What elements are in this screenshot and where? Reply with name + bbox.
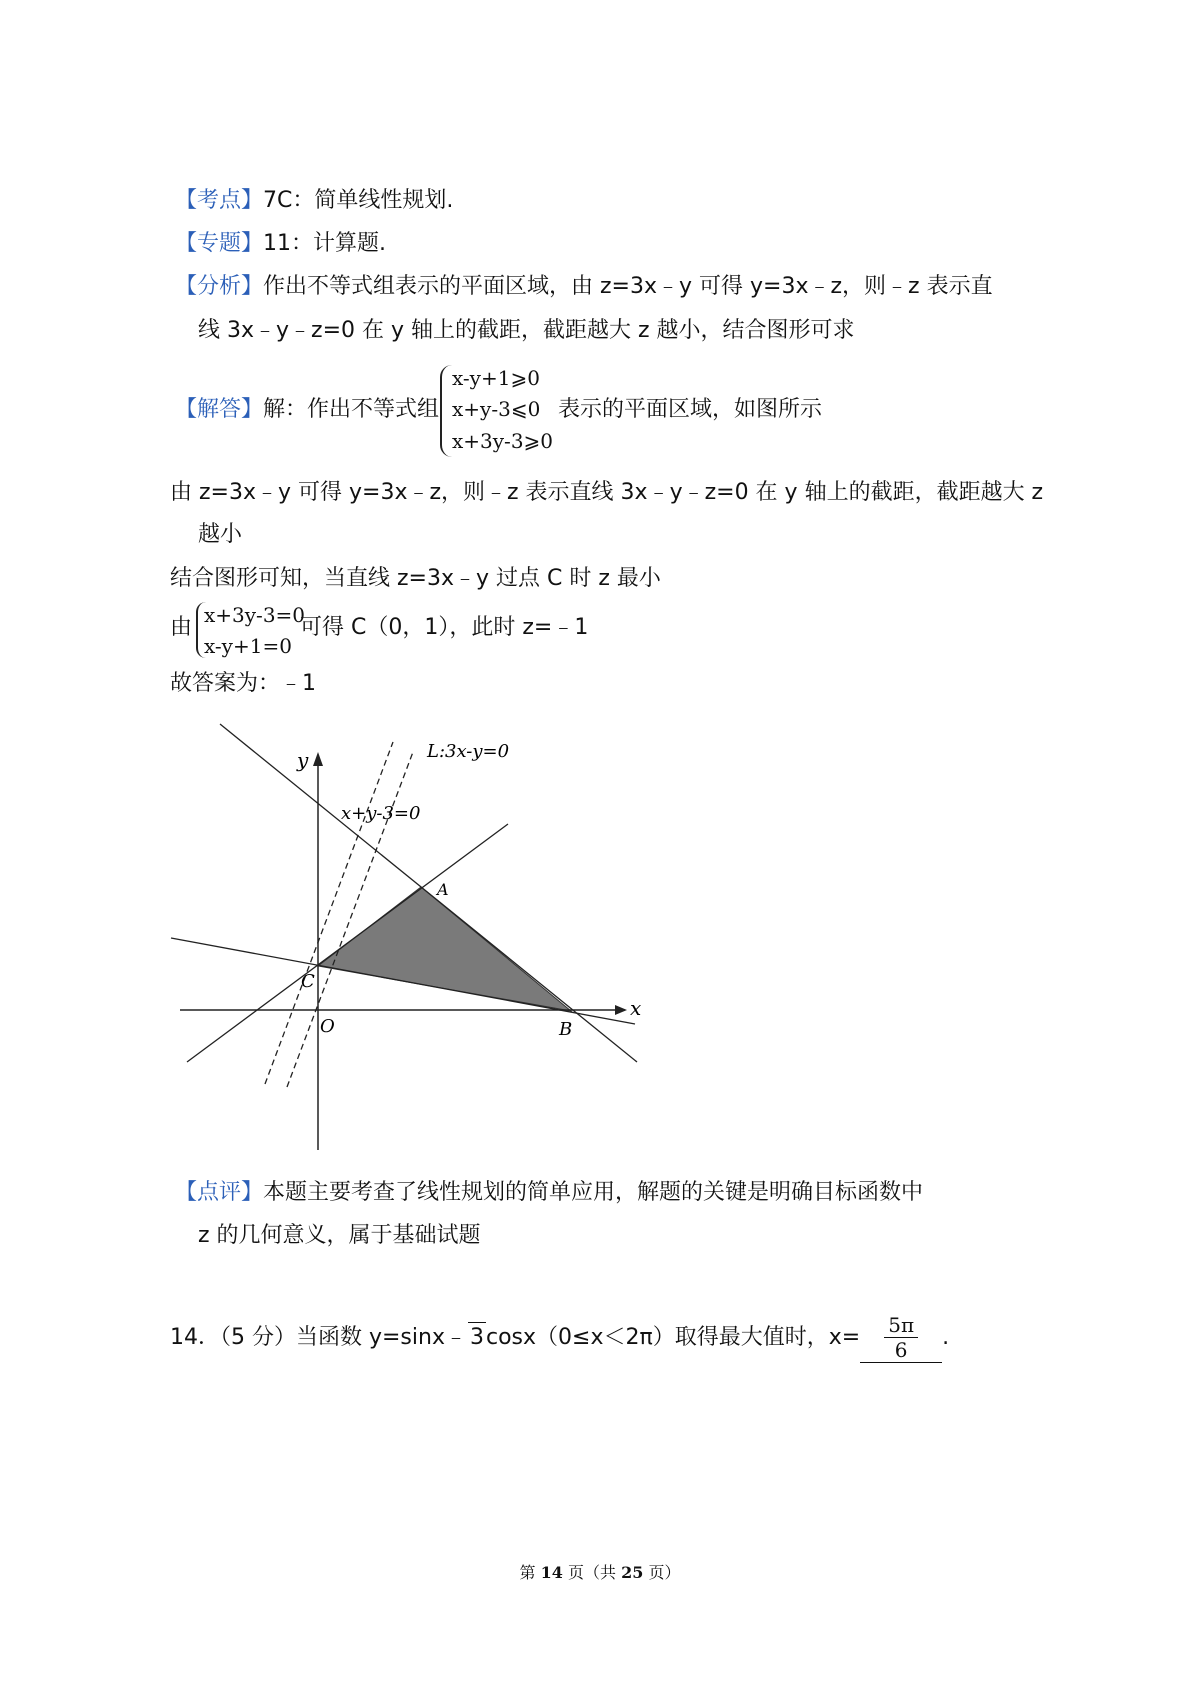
body-line-2: 越小 [198, 522, 243, 547]
kaodian-text: 7C：简单线性规划. [263, 188, 454, 213]
fenxi-tag: 【分析】 [175, 274, 264, 299]
footer-pre: 第 [519, 1563, 536, 1582]
label-B: B [559, 1019, 573, 1040]
jieda-ineq-1: x-y+1⩾0 [452, 366, 540, 390]
label-x: x [630, 996, 642, 1020]
answer-fraction [884, 1313, 918, 1362]
sqrt-arg: 3 [469, 1325, 484, 1350]
jieda-tag: 【解答】 [175, 397, 264, 422]
footer-total-pages: 25 [621, 1563, 644, 1582]
kaodian-line [175, 186, 453, 216]
zhuanti-text: 11：计算题. [263, 231, 387, 256]
footer-mid: 页（共 [567, 1563, 616, 1582]
answer-numerator: 5π [884, 1313, 918, 1338]
fenxi-text-1: 作出不等式组表示的平面区域，由 z=3x﹣y 可得 y=3x﹣z，则﹣z 表示直 [263, 274, 993, 299]
dianping-line-2: z 的几何意义，属于基础试题 [198, 1223, 481, 1248]
page-footer [0, 1560, 1200, 1583]
body-line-3: 结合图形可知，当直线 z=3x﹣y 过点 C 时 z 最小 [170, 566, 661, 591]
jieda-suffix: 表示的平面区域，如图所示 [558, 397, 823, 422]
jieda-line [175, 395, 439, 425]
fenxi-line-1 [175, 272, 993, 302]
answer-denominator: 6 [894, 1338, 908, 1362]
q14-number: 14． [170, 1325, 220, 1350]
y-axis-arrow [313, 752, 323, 766]
dianping-tag: 【点评】 [175, 1180, 264, 1205]
body-line-4-suffix: 可得 C（0，1），此时 z=﹣1 [300, 615, 589, 640]
fenxi-line-2 [198, 316, 855, 346]
jieda-brace [440, 365, 452, 457]
line-x-plus-y-minus-3 [220, 724, 637, 1062]
dianping-text-1: 本题主要考查了线性规划的简单应用，解题的关键是明确目标函数中 [263, 1180, 924, 1205]
sqrt-3 [468, 1322, 486, 1353]
label-O: O [320, 1016, 335, 1037]
q14-end: . [942, 1325, 950, 1350]
footer-page-number: 14 [540, 1563, 563, 1582]
footer-post: 页） [648, 1563, 681, 1582]
kaodian-tag: 【考点】 [175, 188, 264, 213]
body-line-1: 由 z=3x﹣y 可得 y=3x﹣z，则﹣z 表示直线 3x﹣y﹣z=0 在 y 轴上的截距，截距越大 z [170, 480, 1044, 505]
linear-programming-figure [165, 712, 665, 1162]
zhuanti-line [175, 229, 386, 259]
label-C: C [301, 971, 315, 992]
label-y: y [297, 748, 309, 772]
body-line-5: 故答案为：﹣1 [170, 671, 316, 696]
body-eq-1: x+3y-3=0 [204, 603, 306, 627]
label-A: A [437, 880, 449, 899]
q14-mid: cosx（0≤x＜2π）取得最大值时，x= [485, 1325, 861, 1350]
fenxi-text-2: 线 3x﹣y﹣z=0 在 y 轴上的截距，截距越大 z 越小，结合图形可求 [198, 318, 855, 343]
x-axis-arrow [615, 1005, 627, 1015]
jieda-prefix: 解：作出不等式组 [263, 397, 440, 422]
jieda-suffix-line [558, 395, 822, 425]
q14-prefix: （5 分）当函数 y=sinx﹣ [220, 1325, 467, 1350]
jieda-ineq-2: x+y-3⩽0 [452, 397, 541, 421]
jieda-ineq-3: x+3y-3⩾0 [452, 429, 554, 453]
q14-line [170, 1313, 949, 1363]
body-eq-2: x-y+1=0 [204, 634, 292, 658]
label-L: L:3x-y=0 [427, 741, 510, 762]
answer-blank [860, 1313, 942, 1363]
label-line-eq: x+y-3=0 [341, 803, 421, 824]
dianping-line-1 [175, 1178, 923, 1208]
body-line-4-prefix: 由 [170, 615, 193, 640]
zhuanti-tag: 【专题】 [175, 231, 264, 256]
